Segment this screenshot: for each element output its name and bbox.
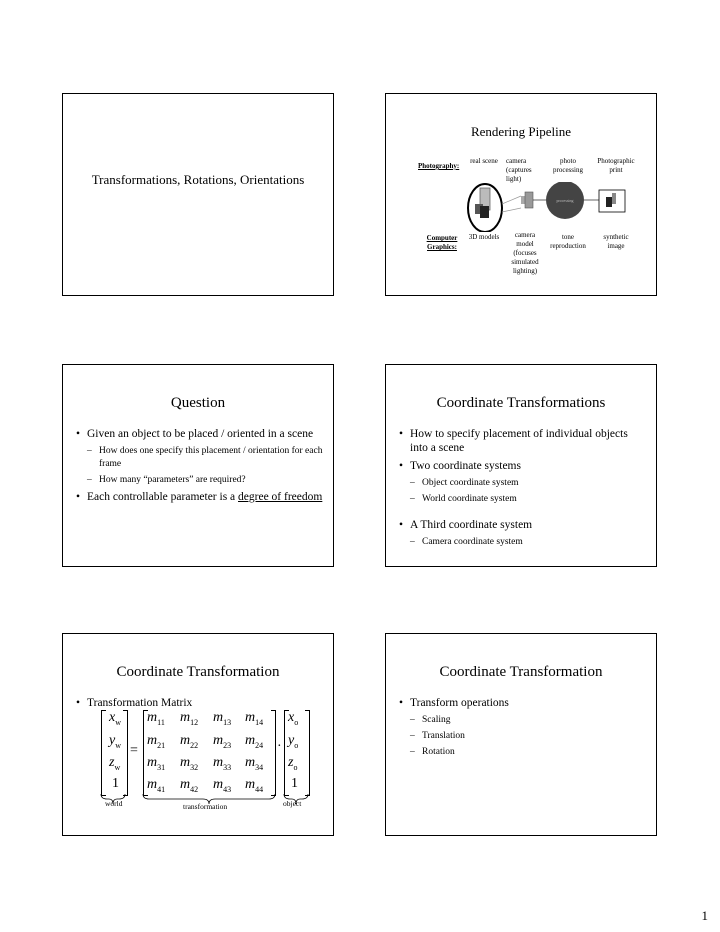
dot-operator: ·	[277, 739, 282, 754]
pipeline-diagram	[461, 182, 636, 232]
bracket-right	[271, 710, 276, 796]
m32: $m_{32}$	[180, 755, 199, 772]
print-box-1	[606, 197, 612, 207]
slide-3	[62, 364, 334, 567]
world-y: $y_w$	[109, 733, 121, 750]
m14: $m_{14}$	[245, 710, 264, 727]
slide-6-bullets	[396, 696, 646, 762]
page-number: 1	[701, 908, 708, 923]
list-item: – Rotation	[396, 746, 646, 759]
list-item: – Object coordinate system	[396, 477, 646, 490]
slide-6	[385, 633, 657, 836]
list-item: • Given an object to be placed / oriented in a scene	[73, 427, 323, 441]
m22: $m_{22}$	[180, 733, 199, 750]
photo-cell-4: Photographic print	[597, 157, 635, 174]
scene-box-2	[480, 206, 489, 218]
object-x: $x_o$	[288, 710, 299, 727]
bracket-left	[101, 710, 106, 796]
equals-sign: =	[130, 743, 138, 758]
processing-label: processing	[556, 198, 574, 203]
slide-1-title: Transformations, Rotations, Orientations	[91, 172, 305, 187]
photo-cell-3: photo processing	[553, 157, 583, 174]
list-item: • A Third coordinate system	[396, 518, 646, 532]
m43: $m_{43}$	[213, 777, 232, 794]
slide-3-title: Question	[170, 395, 226, 411]
list-item: – Camera coordinate system	[396, 536, 646, 549]
slide-3-bullets	[73, 427, 323, 508]
caption-object: object	[283, 799, 302, 808]
list-item: • Two coordinate systems	[396, 459, 646, 473]
list-item: – World coordinate system	[396, 493, 646, 506]
slide-2-title: Rendering Pipeline	[470, 124, 571, 139]
m34: $m_{34}$	[245, 755, 264, 772]
print-box-2	[612, 193, 616, 204]
camera-lens	[521, 196, 525, 204]
photography-label: Photography:	[418, 162, 460, 170]
photo-cell-1: real scene	[470, 157, 498, 165]
degree-of-freedom-term: degree of freedom	[238, 491, 323, 503]
graphics-cell-2: camera model (focuses simulated lighting)	[511, 231, 539, 275]
object-y: $y_o$	[288, 733, 299, 750]
m42: $m_{42}$	[180, 777, 199, 794]
m11: $m_{11}$	[147, 710, 165, 727]
graphics-cell-1: 3D models	[468, 233, 500, 241]
slide-1	[62, 93, 334, 296]
world-x: $x_w$	[109, 710, 121, 727]
slide-5-title: Coordinate Transformation	[116, 664, 280, 680]
graphics-cell-4: synthetic image	[603, 233, 629, 250]
graphics-label: Computer Graphics:	[426, 234, 458, 251]
slide-4	[385, 364, 657, 567]
slide-4-bullets	[396, 427, 646, 552]
object-z: $z_o$	[288, 755, 298, 772]
bracket-right	[305, 710, 310, 796]
slide-6-title: Coordinate Transformation	[439, 664, 603, 680]
slide-4-title: Coordinate Transformations	[436, 395, 606, 411]
list-item: • How to specify placement of individual objects into a scene	[396, 427, 646, 455]
slide-2	[385, 93, 657, 296]
graphics-cell-3: tone reproduction	[550, 233, 586, 250]
list-item: – Scaling	[396, 714, 646, 727]
camera-body	[525, 192, 533, 208]
caption-transformation: transformation	[183, 802, 228, 811]
world-z: $z_w$	[109, 755, 121, 772]
list-item	[73, 490, 323, 504]
m21: $m_{21}$	[147, 733, 166, 750]
photo-cell-2: camera (captures light)	[506, 157, 532, 183]
bracket-right	[123, 710, 128, 796]
list-item: • Transform operations	[396, 696, 646, 710]
list-item: – Translation	[396, 730, 646, 743]
m12: $m_{12}$	[180, 710, 199, 727]
caption-world: world	[105, 799, 123, 808]
m24: $m_{24}$	[245, 733, 264, 750]
bullet-text: Each controllable parameter is a	[87, 491, 239, 503]
m13: $m_{13}$	[213, 710, 232, 727]
m44: $m_{44}$	[245, 777, 264, 794]
list-item: • Transformation Matrix	[73, 696, 323, 710]
object-one: 1	[291, 776, 298, 791]
slide-5	[62, 633, 334, 836]
m23: $m_{23}$	[213, 733, 232, 750]
list-item: – How many “parameters” are required?	[73, 474, 323, 487]
m31: $m_{31}$	[147, 755, 166, 772]
world-one: 1	[112, 776, 119, 791]
m41: $m_{41}$	[147, 777, 166, 794]
m33: $m_{33}$	[213, 755, 232, 772]
list-item: – How does one specify this placement / orientation for each frame	[73, 445, 323, 471]
